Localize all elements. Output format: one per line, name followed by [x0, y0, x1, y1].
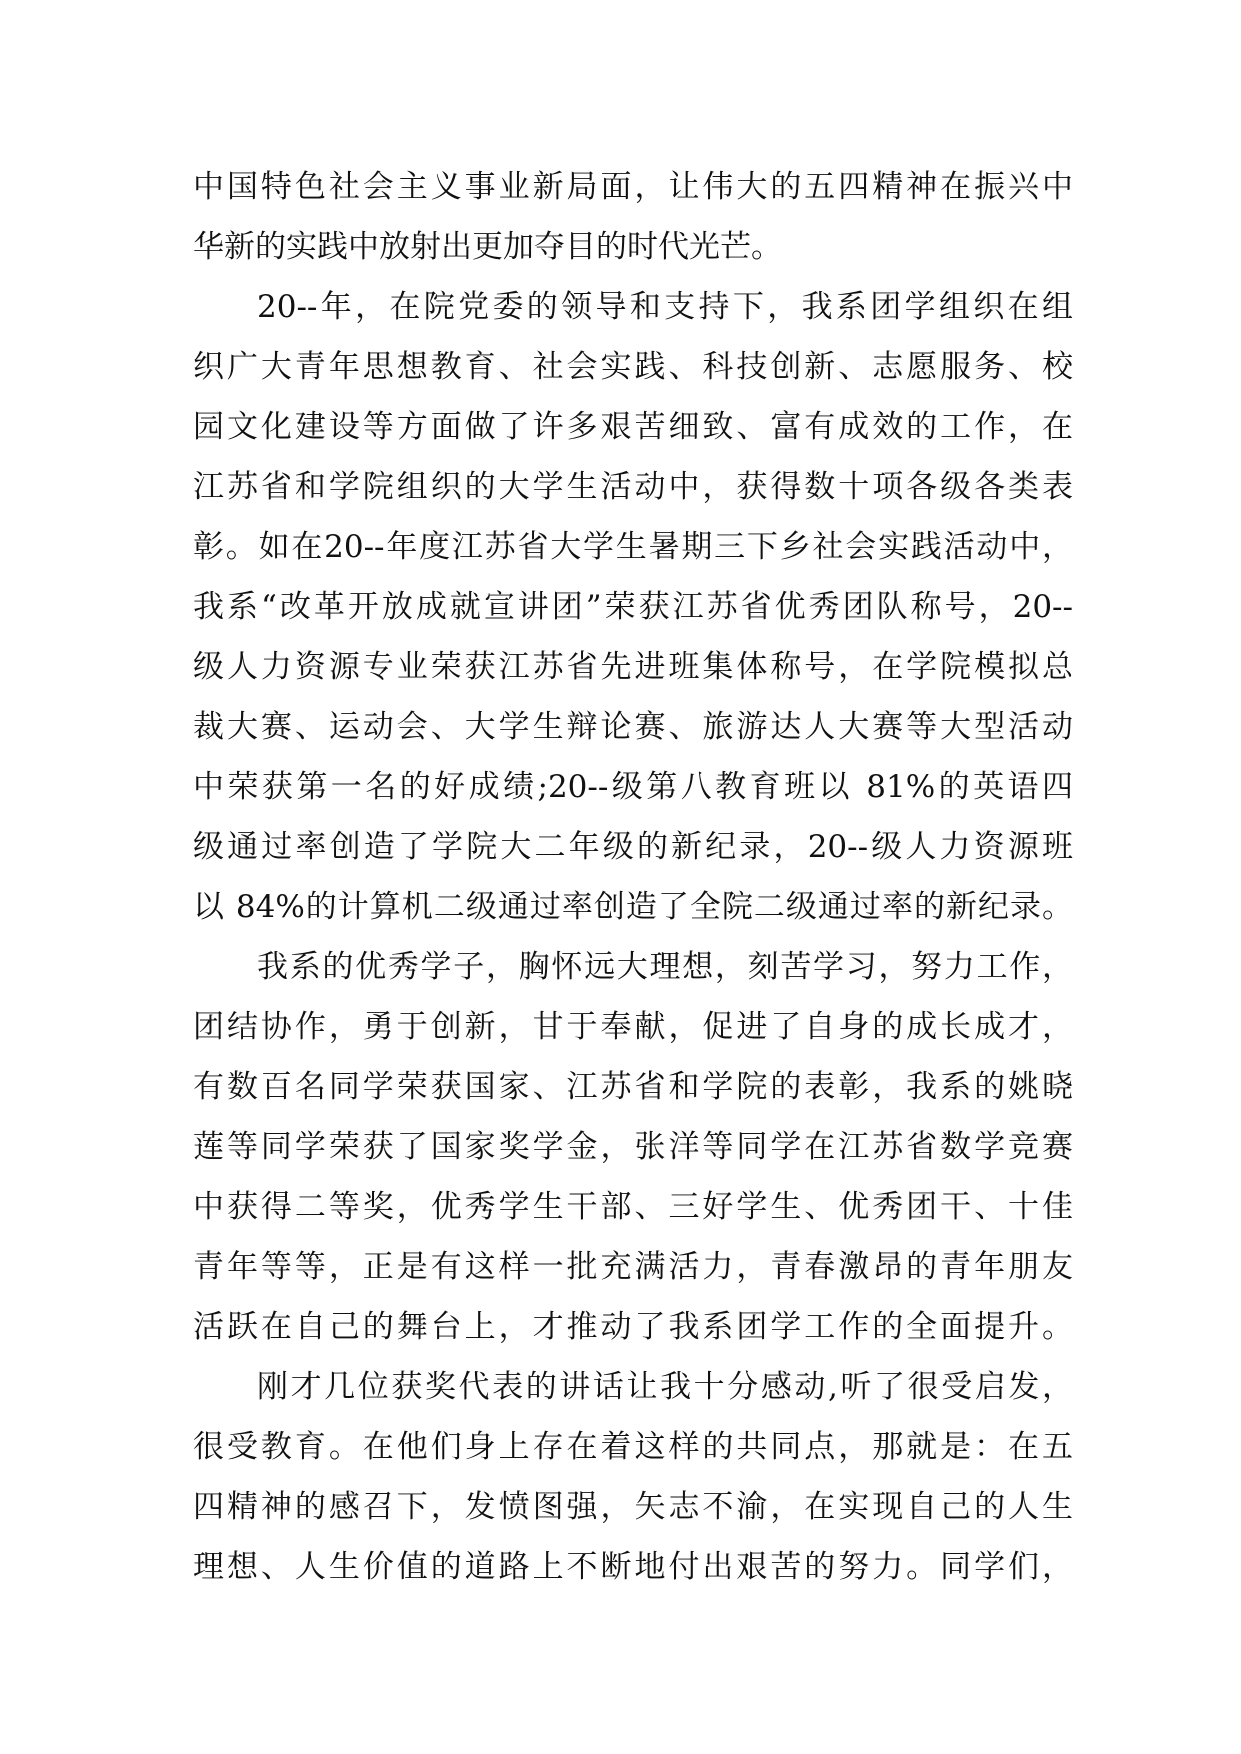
text-line: 有数百名同学荣获国家、江苏省和学院的表彰，我系的姚晓	[193, 1069, 1073, 1105]
text-line: 中荣获第一名的好成绩;20--级第八教育班以 81%的英语四	[193, 769, 1073, 805]
paragraph-start-line: 我系的优秀学子，胸怀远大理想，刻苦学习，努力工作，	[257, 949, 1073, 985]
text-line: 青年等等，正是有这样一批充满活力，青春激昂的青年朋友	[193, 1249, 1073, 1285]
text-line: 团结协作，勇于创新，甘于奉献，促进了自身的成长成才，	[193, 1009, 1073, 1045]
text-line: 级通过率创造了学院大二年级的新纪录，20--级人力资源班	[193, 829, 1073, 865]
text-line: 园文化建设等方面做了许多艰苦细致、富有成效的工作，在	[193, 409, 1073, 445]
paragraph-start-line: 20--年，在院党委的领导和支持下，我系团学组织在组	[257, 289, 1073, 325]
text-line: 织广大青年思想教育、社会实践、科技创新、志愿服务、校	[193, 349, 1073, 385]
text-line: 以 84%的计算机二级通过率创造了全院二级通过率的新纪录。	[193, 889, 1073, 925]
text-line: 理想、人生价值的道路上不断地付出艰苦的努力。同学们，	[193, 1549, 1073, 1585]
text-line: 很受教育。在他们身上存在着这样的共同点，那就是：在五	[193, 1429, 1073, 1465]
text-line: 活跃在自己的舞台上，才推动了我系团学工作的全面提升。	[193, 1309, 1073, 1345]
text-line: 彰。如在20--年度江苏省大学生暑期三下乡社会实践活动中，	[193, 529, 1073, 565]
text-line: 四精神的感召下，发愤图强，矢志不渝，在实现自己的人生	[193, 1489, 1073, 1525]
text-line: 莲等同学荣获了国家奖学金，张洋等同学在江苏省数学竞赛	[193, 1129, 1073, 1165]
body-text	[193, 157, 1073, 1597]
text-line: 江苏省和学院组织的大学生活动中，获得数十项各级各类表	[193, 469, 1073, 505]
text-line: 裁大赛、运动会、大学生辩论赛、旅游达人大赛等大型活动	[193, 709, 1073, 745]
text-line: 级人力资源专业荣获江苏省先进班集体称号，在学院模拟总	[193, 649, 1073, 685]
text-line: 中获得二等奖，优秀学生干部、三好学生、优秀团干、十佳	[193, 1189, 1073, 1225]
text-line: 我系“改革开放成就宣讲团”荣获江苏省优秀团队称号，20--	[193, 589, 1073, 625]
text-line: 中国特色社会主义事业新局面，让伟大的五四精神在振兴中	[193, 169, 1073, 205]
text-line: 华新的实践中放射出更加夺目的时代光芒。	[193, 229, 782, 265]
paragraph-start-line: 刚才几位获奖代表的讲话让我十分感动,听了很受启发，	[257, 1369, 1073, 1405]
